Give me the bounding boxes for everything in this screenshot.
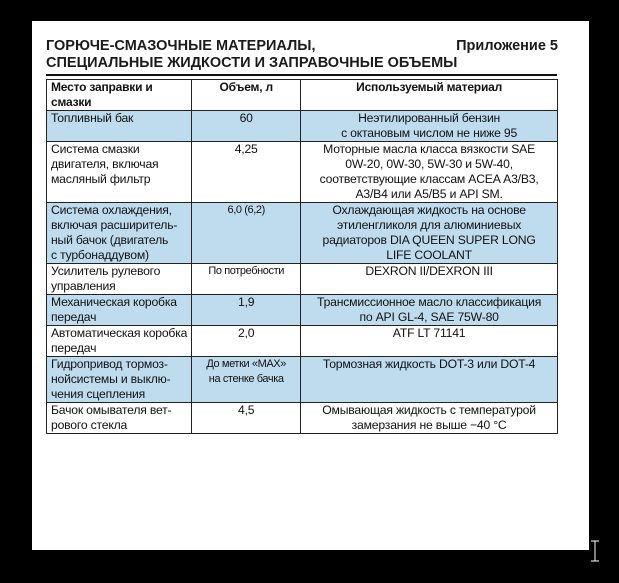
cell-text-line: 1,9 bbox=[238, 295, 255, 309]
table-row bbox=[47, 403, 558, 434]
appendix-label: Приложение 5 bbox=[456, 38, 558, 54]
fluids-table bbox=[46, 79, 558, 434]
cell-text-line: масляный фильтр bbox=[51, 172, 151, 186]
cell-text-line: двигателя, включая bbox=[51, 157, 159, 171]
cell-text-line: рового стекла bbox=[51, 418, 128, 432]
cell-text-line: управления bbox=[51, 279, 116, 293]
place-cell bbox=[47, 326, 192, 357]
material-cell bbox=[301, 403, 558, 434]
cell-text-line: До метки «MAX» bbox=[206, 358, 286, 370]
cell-text-line: 6,0 (6,2) bbox=[227, 204, 265, 216]
place-cell bbox=[47, 403, 192, 434]
cell-text-line: Система смазки bbox=[51, 142, 140, 156]
table-row bbox=[47, 326, 558, 357]
cell-text-line: 4,25 bbox=[234, 142, 258, 156]
place-cell bbox=[47, 295, 192, 326]
place-cell bbox=[47, 357, 192, 403]
cell-text-line: замерзания не выше −40 °C bbox=[351, 418, 507, 432]
cell-text-line: на стенке бачка bbox=[208, 373, 284, 385]
volume-cell bbox=[192, 357, 301, 403]
cell-text-line: включая расширитель- bbox=[51, 218, 178, 232]
cell-text-line: 0W-20, 0W-30, 5W-30 и 5W-40, bbox=[345, 157, 513, 171]
table-row bbox=[47, 295, 558, 326]
cell-text-line: чения сцепления bbox=[51, 387, 145, 401]
volume-cell bbox=[192, 326, 301, 357]
cell-text-line: Неэтилированный бензин bbox=[358, 111, 501, 125]
cell-text-line: нойсистемы и выклю- bbox=[51, 372, 171, 386]
material-cell bbox=[301, 357, 558, 403]
column-header-material: Используемый материал bbox=[301, 80, 558, 111]
table-row bbox=[47, 357, 558, 403]
page-title: ГОРЮЧЕ-СМАЗОЧНЫЕ МАТЕРИАЛЫ, bbox=[46, 38, 316, 54]
volume-cell bbox=[192, 264, 301, 295]
cell-text-line: Усилитель рулевого bbox=[51, 264, 161, 278]
place-cell bbox=[47, 264, 192, 295]
cell-text-line: DEXRON II/DEXRON III bbox=[365, 264, 493, 278]
cell-text-line: Моторные масла класса вязкости SAE bbox=[323, 142, 536, 156]
place-cell bbox=[47, 111, 192, 142]
volume-cell bbox=[192, 111, 301, 142]
material-cell bbox=[301, 264, 558, 295]
cell-text-line: Автоматическая коробка bbox=[51, 326, 188, 340]
cell-text-line: Система охлаждения, bbox=[51, 203, 172, 217]
cell-text-line: радиаторов DIA QUEEN SUPER LONG bbox=[322, 233, 536, 247]
cell-text-line: ATF LT 71141 bbox=[392, 326, 466, 340]
cell-text-line: передач bbox=[51, 310, 97, 324]
cell-text-line: Механическая коробка bbox=[51, 295, 177, 309]
material-cell bbox=[301, 142, 558, 203]
table-row bbox=[47, 111, 558, 142]
cell-text-line: Охлаждающая жидкость на основе bbox=[332, 203, 526, 217]
cell-text-line: 2,0 bbox=[238, 326, 255, 340]
volume-cell bbox=[192, 203, 301, 264]
table-row bbox=[47, 142, 558, 203]
cell-text-line: Омывающая жидкость с температурой bbox=[322, 403, 536, 417]
cell-text-line: Бачок омывателя вет- bbox=[51, 403, 172, 417]
cell-text-line: 60 bbox=[239, 111, 253, 125]
volume-cell bbox=[192, 295, 301, 326]
material-cell bbox=[301, 111, 558, 142]
cell-text-line: ный бачок (двигатель bbox=[51, 233, 169, 247]
volume-cell bbox=[192, 403, 301, 434]
material-cell bbox=[301, 295, 558, 326]
cell-text-line: По потребности bbox=[208, 265, 284, 277]
page-subtitle: СПЕЦИАЛЬНЫЕ ЖИДКОСТИ И ЗАПРАВОЧНЫЕ ОБЪЕМЫ bbox=[46, 55, 458, 71]
cell-text-line: передач bbox=[51, 341, 97, 355]
cell-text-line: А3/В4 или А5/В5 и API SM. bbox=[355, 187, 503, 201]
table-row bbox=[47, 203, 558, 264]
column-header-place: Место заправки и смазки bbox=[47, 80, 192, 111]
cell-text-line: Тормозная жидкость DOT-3 или DOT-4 bbox=[322, 357, 536, 371]
cell-text-line: LIFE COOLANT bbox=[386, 248, 472, 262]
cell-text-line: 4,5 bbox=[238, 403, 255, 417]
material-cell bbox=[301, 203, 558, 264]
cell-text-line: с октановым числом не ниже 95 bbox=[341, 126, 518, 140]
column-header-volume: Объем, л bbox=[192, 80, 301, 111]
cell-text-line: с турбонаддувом) bbox=[51, 248, 149, 262]
cell-text-line: соответствующие классам ACEA А3/В3, bbox=[319, 172, 539, 186]
place-cell bbox=[47, 203, 192, 264]
place-cell bbox=[47, 142, 192, 203]
document-page bbox=[32, 21, 589, 550]
volume-cell bbox=[192, 142, 301, 203]
cell-text-line: Гидропривод тормоз- bbox=[51, 357, 168, 371]
document-header bbox=[46, 38, 558, 72]
table-row bbox=[47, 264, 558, 295]
material-cell bbox=[301, 326, 558, 357]
cell-text-line: этиленгликоля для алюминиевых bbox=[336, 218, 522, 232]
cell-text-line: Трансмиссионное масло классификация bbox=[317, 295, 542, 309]
text-cursor-icon bbox=[589, 540, 601, 562]
cell-text-line: Топливный бак bbox=[51, 111, 134, 125]
cell-text-line: по API GL-4, SAE 75W-80 bbox=[359, 310, 499, 324]
header-divider bbox=[46, 74, 557, 76]
